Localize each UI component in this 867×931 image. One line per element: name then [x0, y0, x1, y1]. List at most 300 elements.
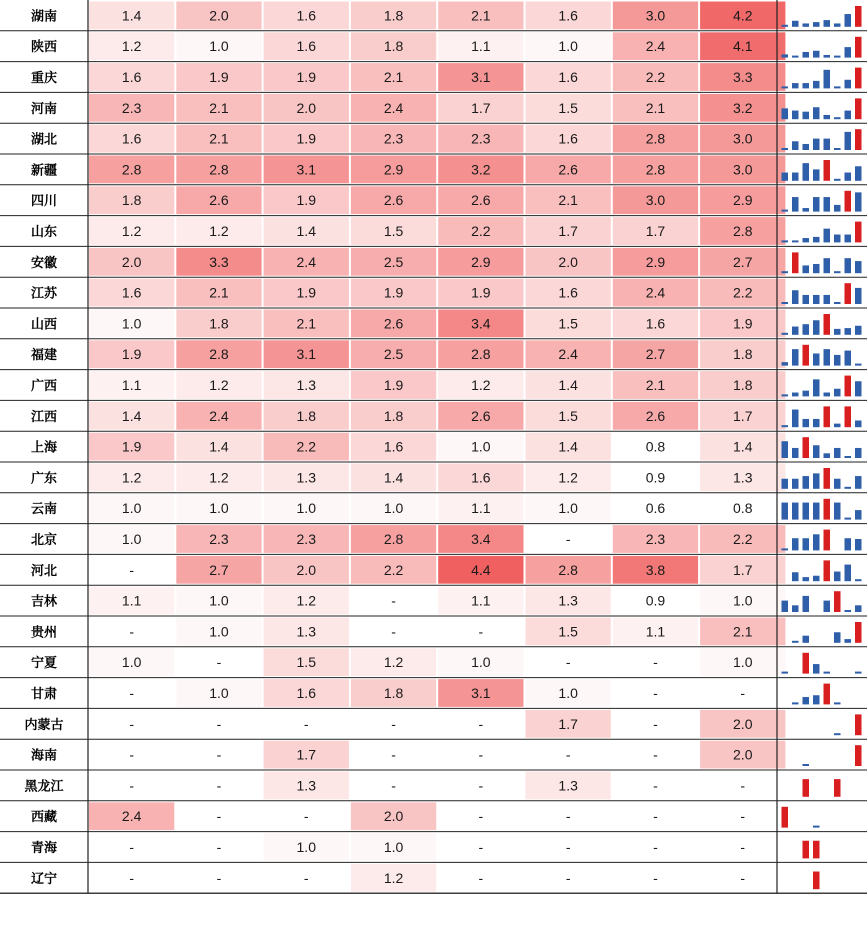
spark-bar	[792, 605, 799, 612]
cell-value: 1.9	[733, 315, 753, 332]
province-label: 甘肃	[30, 687, 58, 702]
spark-bar	[803, 112, 810, 120]
cell-value: 1.0	[209, 623, 229, 640]
spark-bar	[813, 353, 820, 365]
cell-value: -	[391, 715, 396, 732]
cell-value: 2.3	[471, 130, 491, 147]
cell-value: 1.9	[296, 284, 316, 301]
spark-bar	[855, 539, 862, 550]
spark-bar	[813, 664, 820, 674]
cell-value: 2.8	[558, 561, 578, 578]
province-label: 上海	[30, 440, 58, 456]
cell-value: 2.9	[645, 253, 666, 270]
cell-value: -	[303, 715, 309, 732]
cell-value: -	[391, 623, 396, 640]
spark-bar	[782, 271, 789, 273]
province-label: 辽宁	[30, 871, 58, 887]
cell-value: -	[653, 839, 658, 855]
spark-bar	[855, 510, 862, 520]
spark-bar	[782, 425, 789, 427]
cell-value: 1.1	[471, 592, 491, 609]
cell-value: 1.3	[558, 592, 578, 609]
cell-value: -	[129, 869, 134, 886]
cell-value: 2.1	[558, 192, 578, 209]
province-label: 安徽	[30, 255, 58, 271]
cell-value: 1.2	[121, 469, 142, 486]
cell-value: -	[216, 808, 222, 825]
spark-bar	[782, 25, 789, 27]
cell-value: 1.6	[296, 685, 316, 701]
cell-value: 1.3	[296, 469, 316, 486]
spark-bar	[855, 6, 862, 27]
cell-value: -	[129, 623, 134, 640]
spark-bar	[803, 295, 810, 304]
cell-value: 1.6	[558, 130, 578, 147]
spark-bar	[813, 22, 820, 27]
spark-bar	[855, 745, 862, 766]
cell-value: -	[478, 839, 484, 855]
cell-value: 3.1	[471, 69, 491, 85]
province-label: 湖北	[30, 132, 58, 148]
spark-bar	[855, 288, 862, 304]
spark-bar	[803, 52, 810, 58]
cell-value: 1.0	[296, 839, 316, 855]
spark-bar	[834, 632, 841, 643]
spark-bar	[824, 20, 831, 27]
spark-bar	[803, 538, 810, 550]
cell-value: 3.4	[471, 315, 491, 332]
spark-bar	[855, 261, 862, 273]
cell-value: 2.5	[383, 346, 404, 363]
cell-value: 2.4	[209, 407, 229, 424]
spark-bar	[855, 579, 862, 581]
spark-bar	[803, 841, 810, 859]
spark-bar	[845, 258, 852, 273]
spark-bar	[813, 197, 820, 212]
cell-value: 1.0	[209, 38, 229, 55]
spark-bar	[792, 448, 799, 458]
cell-value: 1.4	[383, 469, 404, 486]
province-label: 北京	[30, 533, 58, 548]
cell-value: 1.8	[121, 192, 142, 209]
cell-value: 1.0	[209, 685, 229, 701]
spark-bar	[782, 441, 789, 458]
spark-bar	[803, 23, 810, 26]
cell-value: 1.2	[383, 869, 404, 886]
cell-value: -	[653, 808, 658, 825]
spark-bar	[792, 538, 799, 550]
cell-value: -	[565, 746, 571, 763]
province-label: 江苏	[30, 286, 58, 302]
cell-value: 1.4	[296, 223, 316, 239]
spark-bar	[803, 779, 810, 797]
spark-bar	[845, 14, 852, 27]
spark-bar	[845, 610, 852, 612]
spark-bar	[803, 144, 810, 150]
province-label: 宁夏	[30, 656, 58, 672]
cell-value: 1.4	[121, 7, 142, 24]
cell-value: 1.4	[733, 438, 753, 455]
spark-bar	[845, 191, 852, 212]
cell-value: 1.9	[296, 192, 316, 209]
cell-value: 1.0	[121, 654, 142, 671]
cell-value: 2.7	[209, 561, 229, 578]
cell-value: 3.0	[645, 192, 666, 209]
cell-value: 2.0	[296, 561, 316, 578]
spark-bar	[845, 538, 852, 550]
cell-value: 2.1	[209, 130, 229, 147]
cell-value: 1.3	[733, 469, 753, 486]
spark-bar	[834, 389, 841, 397]
spark-bar	[834, 479, 841, 489]
cell-value: 1.9	[471, 284, 491, 301]
cell-value: 1.9	[121, 346, 142, 363]
province-label: 广东	[30, 471, 58, 487]
spark-bar	[834, 56, 841, 58]
cell-value: 3.1	[471, 685, 491, 701]
cell-value: 1.0	[121, 315, 142, 332]
province-label: 重庆	[30, 71, 58, 86]
cell-value: 3.8	[645, 561, 666, 578]
cell-value: 3.3	[733, 69, 753, 85]
spark-bar	[834, 235, 841, 243]
province-label: 四川	[30, 194, 58, 210]
spark-bar	[824, 530, 831, 551]
spark-bar	[855, 192, 862, 211]
cell-value: 1.8	[383, 7, 404, 24]
cell-value: 1.7	[645, 223, 666, 239]
spark-bar	[813, 872, 820, 890]
spark-bar	[824, 229, 831, 243]
spark-bar	[824, 197, 831, 212]
spark-bar	[792, 197, 799, 212]
spark-bar	[824, 468, 831, 489]
cell-value: 1.7	[733, 407, 753, 424]
spark-bar	[803, 577, 810, 581]
spark-bar	[792, 111, 799, 120]
spark-bar	[792, 503, 799, 520]
spark-bar	[855, 421, 862, 428]
spark-bar	[792, 327, 799, 335]
spark-bar	[855, 381, 862, 396]
spark-bar	[834, 329, 841, 335]
spark-bar	[855, 605, 862, 612]
spark-bar	[845, 173, 852, 181]
cell-value: 1.6	[383, 438, 404, 455]
cell-value: 3.3	[209, 253, 229, 270]
spark-bar	[824, 601, 831, 612]
spark-bar	[803, 324, 810, 335]
spark-bar	[855, 672, 862, 674]
province-label: 青海	[30, 841, 58, 856]
cell-value: 1.0	[296, 500, 316, 517]
cell-value: 2.1	[645, 377, 666, 393]
cell-value: 2.3	[383, 130, 404, 147]
cell-value: 2.2	[733, 531, 753, 547]
cell-value: 2.8	[121, 161, 142, 178]
cell-value: 2.9	[733, 192, 753, 209]
cell-value: 2.0	[733, 746, 753, 763]
spark-bar	[824, 55, 831, 58]
spark-bar	[792, 290, 799, 304]
spark-bar	[782, 394, 789, 396]
cell-value: -	[216, 746, 222, 763]
cell-value: 2.7	[733, 253, 753, 270]
cell-value: 1.8	[296, 407, 316, 424]
spark-bar	[813, 445, 820, 458]
cell-value: -	[653, 654, 658, 671]
cell-value: -	[478, 869, 484, 886]
cell-value: 2.3	[121, 99, 142, 116]
cell-value: -	[478, 808, 484, 825]
cell-value: -	[740, 808, 746, 825]
cell-value: 2.5	[383, 253, 404, 270]
spark-bar	[803, 345, 810, 366]
spark-bar	[855, 364, 862, 366]
spark-bar	[824, 115, 831, 119]
cell-value: 3.0	[733, 130, 753, 147]
spark-bar	[855, 714, 862, 735]
province-label: 山西	[30, 317, 58, 333]
cell-value: 1.6	[296, 38, 316, 55]
cell-value: 2.6	[471, 407, 491, 424]
cell-value: 1.4	[121, 407, 142, 424]
cell-value: 1.6	[558, 7, 578, 24]
spark-bar	[782, 548, 789, 550]
cell-value: 0.8	[645, 438, 666, 455]
cell-value: -	[391, 777, 396, 794]
province-label: 贵州	[30, 625, 58, 641]
cell-value: 1.2	[383, 654, 404, 671]
spark-bar	[855, 37, 862, 58]
spark-bar	[855, 129, 862, 150]
province-label: 河北	[30, 563, 58, 579]
cell-value: -	[565, 531, 571, 547]
cell-value: 3.1	[296, 346, 316, 363]
cell-value: 1.2	[558, 469, 578, 486]
cell-value: 2.6	[383, 192, 404, 209]
spark-bar	[834, 448, 841, 458]
cell-value: 1.1	[471, 38, 491, 55]
cell-value: 1.2	[209, 469, 229, 486]
cell-value: 1.0	[121, 500, 142, 517]
cell-value: 1.1	[121, 377, 142, 393]
cell-value: 1.6	[558, 69, 578, 85]
spark-bar	[782, 601, 789, 612]
cell-value: 1.5	[383, 223, 404, 239]
spark-bar	[813, 503, 820, 520]
spark-bar	[813, 107, 820, 119]
spark-bar	[834, 302, 841, 304]
cell-value: 2.0	[733, 715, 753, 732]
cell-value: 4.1	[733, 38, 753, 55]
province-label: 陕西	[30, 40, 58, 56]
cell-value: -	[391, 746, 396, 763]
cell-value: 1.5	[558, 99, 578, 116]
cell-value: 3.0	[733, 161, 753, 178]
spark-bar	[845, 487, 852, 489]
cell-value: 1.2	[209, 223, 229, 239]
spark-bar	[834, 23, 841, 26]
spark-bar	[824, 393, 831, 397]
cell-value: 2.6	[209, 192, 229, 209]
spark-bar	[834, 572, 841, 582]
spark-bar	[834, 424, 841, 428]
cell-value: -	[653, 746, 658, 763]
spark-bar	[834, 179, 841, 181]
cell-value: 2.0	[558, 253, 578, 270]
province-label: 西藏	[30, 810, 58, 826]
spark-bar	[803, 83, 810, 88]
spark-bar	[834, 355, 841, 366]
spark-bar	[782, 54, 789, 57]
cell-value: 1.2	[471, 377, 491, 393]
spark-bar	[813, 169, 820, 180]
spark-bar	[803, 391, 810, 397]
cell-value: -	[478, 715, 484, 732]
spark-bar	[792, 21, 799, 27]
cell-value: 2.6	[645, 407, 666, 424]
cell-value: 2.3	[209, 531, 229, 547]
province-label: 云南	[30, 502, 58, 518]
spark-bar	[782, 333, 789, 335]
cell-value: 2.2	[645, 69, 666, 85]
cell-value: 0.9	[645, 592, 666, 609]
cell-value: 1.4	[558, 438, 578, 455]
cell-value: 2.8	[383, 531, 404, 547]
cell-value: 2.8	[209, 346, 229, 363]
cell-value: -	[740, 869, 746, 886]
cell-value: 1.4	[209, 438, 229, 455]
cell-value: 2.0	[209, 7, 229, 24]
cell-value: -	[129, 777, 134, 794]
spark-bar	[813, 534, 820, 550]
spark-bar	[792, 240, 799, 242]
cell-value: 1.1	[471, 500, 491, 517]
cell-value: 1.0	[383, 500, 404, 517]
province-label: 吉林	[30, 594, 58, 610]
spark-bar	[855, 166, 862, 181]
spark-bar	[845, 406, 852, 427]
cell-value: -	[303, 808, 309, 825]
province-label: 湖南	[30, 9, 58, 25]
cell-value: -	[391, 592, 396, 609]
cell-value: 1.6	[296, 7, 316, 24]
spark-bar	[845, 376, 852, 397]
cell-value: 1.8	[383, 407, 404, 424]
cell-value: 1.3	[296, 777, 316, 794]
spark-bar	[824, 70, 831, 89]
spark-bar	[824, 258, 831, 273]
cell-value: 1.0	[383, 839, 404, 855]
cell-value: 2.8	[645, 161, 666, 178]
cell-value: 1.7	[558, 223, 578, 239]
cell-value: 1.0	[733, 592, 753, 609]
cell-value: -	[216, 654, 222, 671]
cell-value: 2.0	[383, 808, 404, 825]
spark-bar	[855, 622, 862, 643]
spark-bar	[834, 702, 841, 704]
spark-bar	[803, 265, 810, 273]
spark-bar	[782, 240, 789, 242]
cell-value: -	[565, 869, 571, 886]
cell-value: 1.9	[209, 69, 229, 85]
cell-value: 1.8	[383, 38, 404, 55]
spark-bar	[803, 636, 810, 643]
spark-bar	[803, 238, 810, 242]
spark-bar	[855, 222, 862, 243]
cell-value: -	[129, 715, 134, 732]
cell-value: 2.6	[383, 315, 404, 332]
cell-value: 2.1	[645, 99, 666, 116]
spark-bar	[792, 393, 799, 397]
cell-value: 2.2	[296, 438, 316, 455]
spark-bar	[803, 476, 810, 489]
cell-value: 2.8	[733, 223, 753, 239]
cell-value: 1.0	[121, 531, 142, 547]
cell-value: 1.8	[733, 346, 753, 363]
spark-bar	[855, 476, 862, 489]
cell-value: 0.9	[645, 469, 666, 486]
cell-value: 1.9	[296, 130, 316, 147]
cell-value: 2.1	[733, 623, 753, 640]
spark-bar	[845, 132, 852, 150]
spark-bar	[834, 503, 841, 520]
province-label: 江西	[30, 409, 58, 425]
cell-value: 1.9	[296, 69, 316, 85]
spark-bar	[834, 779, 841, 797]
spark-bar	[792, 479, 799, 489]
spark-bar	[803, 653, 810, 674]
spark-bar	[813, 51, 820, 58]
spark-bar	[813, 237, 820, 243]
spark-bar	[824, 349, 831, 365]
spark-bar	[824, 406, 831, 427]
cell-value: 2.3	[296, 531, 316, 547]
cell-value: 4.4	[471, 561, 491, 578]
spark-bar	[834, 86, 841, 88]
cell-value: 1.0	[471, 654, 491, 671]
province-label: 海南	[30, 748, 58, 764]
cell-value: -	[129, 561, 134, 578]
cell-value: -	[653, 715, 658, 732]
cell-value: 2.8	[645, 130, 666, 147]
cell-value: -	[129, 685, 134, 701]
cell-value: 2.4	[383, 99, 404, 116]
cell-value: 2.4	[645, 284, 666, 301]
spark-bar	[782, 672, 789, 674]
spark-bar	[803, 596, 810, 612]
cell-value: -	[216, 839, 222, 855]
cell-value: 1.0	[558, 500, 578, 517]
spark-bar	[813, 139, 820, 150]
spark-bar	[792, 410, 799, 428]
spark-bar	[782, 302, 789, 304]
spark-bar	[824, 560, 831, 581]
spark-bar	[845, 639, 852, 643]
cell-value: 2.9	[383, 161, 404, 178]
spark-bar	[782, 148, 789, 150]
cell-value: 2.8	[209, 161, 229, 178]
spark-bar	[792, 702, 799, 704]
spark-bar	[845, 111, 852, 120]
cell-value: 1.0	[558, 685, 578, 701]
province-label: 内蒙古	[24, 717, 64, 733]
cell-value: 1.5	[296, 654, 316, 671]
cell-value: -	[740, 685, 746, 701]
cell-value: 0.6	[645, 500, 666, 517]
cell-value: 1.3	[558, 777, 578, 794]
